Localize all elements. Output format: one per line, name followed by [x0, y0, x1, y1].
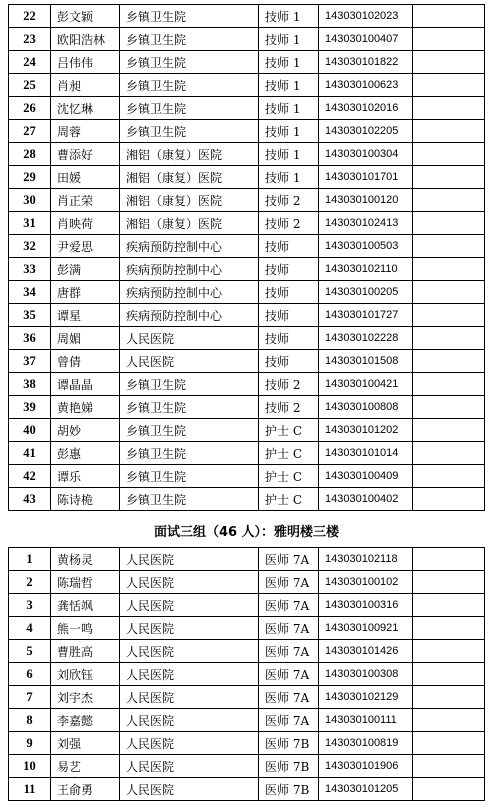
row-number: 10	[9, 755, 51, 778]
candidate-name: 彭惠	[51, 442, 120, 465]
row-number: 7	[9, 686, 51, 709]
admission-ticket-number: 143030101701	[319, 166, 413, 189]
table-row	[9, 258, 485, 281]
hiring-unit: 人民医院	[120, 755, 259, 778]
row-number: 25	[9, 74, 51, 97]
post-code: 护士 C	[259, 442, 319, 465]
remarks-cell	[413, 442, 485, 465]
remarks-cell	[413, 51, 485, 74]
candidate-name: 胡妙	[51, 419, 120, 442]
post-code: 技师 1	[259, 166, 319, 189]
candidate-name: 刘强	[51, 732, 120, 755]
row-number: 11	[9, 778, 51, 801]
remarks-cell	[413, 663, 485, 686]
post-code: 医师 7A	[259, 709, 319, 732]
post-code: 技师 1	[259, 120, 319, 143]
hiring-unit: 人民医院	[120, 663, 259, 686]
row-number: 5	[9, 640, 51, 663]
row-number: 28	[9, 143, 51, 166]
hiring-unit: 疾病预防控制中心	[120, 258, 259, 281]
hiring-unit: 人民医院	[120, 571, 259, 594]
candidate-name: 肖正荣	[51, 189, 120, 212]
hiring-unit: 疾病预防控制中心	[120, 235, 259, 258]
hiring-unit: 乡镇卫生院	[120, 28, 259, 51]
remarks-cell	[413, 5, 485, 28]
row-number: 9	[9, 732, 51, 755]
candidate-name: 陈诗桅	[51, 488, 120, 511]
candidate-name: 田媛	[51, 166, 120, 189]
post-code: 技师	[259, 281, 319, 304]
table-row	[9, 442, 485, 465]
candidate-name: 李嘉懿	[51, 709, 120, 732]
post-code: 技师 1	[259, 143, 319, 166]
hiring-unit: 人民医院	[120, 350, 259, 373]
remarks-cell	[413, 97, 485, 120]
admission-ticket-number: 143030101205	[319, 778, 413, 801]
hiring-unit: 人民医院	[120, 640, 259, 663]
remarks-cell	[413, 74, 485, 97]
hiring-unit: 人民医院	[120, 732, 259, 755]
post-code: 医师 7A	[259, 571, 319, 594]
table-row	[9, 571, 485, 594]
admission-ticket-number: 143030101727	[319, 304, 413, 327]
candidate-name: 黄杨灵	[51, 548, 120, 571]
admission-ticket-number: 143030100808	[319, 396, 413, 419]
table-row	[9, 5, 485, 28]
admission-ticket-number: 143030100120	[319, 189, 413, 212]
table-row	[9, 488, 485, 511]
hiring-unit: 湘铝（康复）医院	[120, 212, 259, 235]
candidate-name: 沈忆琳	[51, 97, 120, 120]
table-row	[9, 74, 485, 97]
remarks-cell	[413, 258, 485, 281]
post-code: 技师	[259, 350, 319, 373]
remarks-cell	[413, 594, 485, 617]
admission-ticket-number: 143030100921	[319, 617, 413, 640]
remarks-cell	[413, 396, 485, 419]
row-number: 33	[9, 258, 51, 281]
candidate-name: 熊一鸣	[51, 617, 120, 640]
post-code: 医师 7A	[259, 548, 319, 571]
hiring-unit: 乡镇卫生院	[120, 396, 259, 419]
post-code: 技师 1	[259, 5, 319, 28]
remarks-cell	[413, 166, 485, 189]
remarks-cell	[413, 548, 485, 571]
admission-ticket-number: 143030100503	[319, 235, 413, 258]
post-code: 技师	[259, 304, 319, 327]
admission-ticket-number: 143030101014	[319, 442, 413, 465]
row-number: 43	[9, 488, 51, 511]
table-row	[9, 120, 485, 143]
table-row	[9, 327, 485, 350]
post-code: 医师 7A	[259, 617, 319, 640]
table-row	[9, 235, 485, 258]
candidate-name: 陈瑞哲	[51, 571, 120, 594]
candidate-name: 黄艳娣	[51, 396, 120, 419]
post-code: 技师 2	[259, 396, 319, 419]
table-row	[9, 640, 485, 663]
row-number: 35	[9, 304, 51, 327]
hiring-unit: 人民医院	[120, 778, 259, 801]
candidate-name: 彭满	[51, 258, 120, 281]
candidate-name: 谭乐	[51, 465, 120, 488]
hiring-unit: 乡镇卫生院	[120, 120, 259, 143]
table-row	[9, 465, 485, 488]
row-number: 26	[9, 97, 51, 120]
post-code: 医师 7B	[259, 778, 319, 801]
row-number: 32	[9, 235, 51, 258]
remarks-cell	[413, 755, 485, 778]
post-code: 技师	[259, 327, 319, 350]
table-row	[9, 755, 485, 778]
admission-ticket-number: 143030101508	[319, 350, 413, 373]
candidate-name: 曹添好	[51, 143, 120, 166]
admission-ticket-number: 143030100421	[319, 373, 413, 396]
candidate-name: 刘欣钰	[51, 663, 120, 686]
hiring-unit: 乡镇卫生院	[120, 442, 259, 465]
row-number: 8	[9, 709, 51, 732]
hiring-unit: 乡镇卫生院	[120, 465, 259, 488]
post-code: 护士 C	[259, 465, 319, 488]
table-row	[9, 97, 485, 120]
table-row	[9, 594, 485, 617]
hiring-unit: 湘铝（康复）医院	[120, 166, 259, 189]
admission-ticket-number: 143030101426	[319, 640, 413, 663]
post-code: 护士 C	[259, 419, 319, 442]
post-code: 技师 1	[259, 74, 319, 97]
admission-ticket-number: 143030101822	[319, 51, 413, 74]
post-code: 护士 C	[259, 488, 319, 511]
admission-ticket-number: 143030100308	[319, 663, 413, 686]
table-row	[9, 732, 485, 755]
hiring-unit: 乡镇卫生院	[120, 488, 259, 511]
remarks-cell	[413, 212, 485, 235]
admission-ticket-number: 143030100402	[319, 488, 413, 511]
hiring-unit: 乡镇卫生院	[120, 74, 259, 97]
candidate-name: 欧阳浩林	[51, 28, 120, 51]
row-number: 1	[9, 548, 51, 571]
admission-ticket-number: 143030102413	[319, 212, 413, 235]
hiring-unit: 乡镇卫生院	[120, 373, 259, 396]
candidate-name: 曾倩	[51, 350, 120, 373]
post-code: 技师 1	[259, 51, 319, 74]
candidate-name: 谭星	[51, 304, 120, 327]
candidate-name: 龚恬飒	[51, 594, 120, 617]
remarks-cell	[413, 617, 485, 640]
candidate-name: 周蓉	[51, 120, 120, 143]
candidate-name: 王俞勇	[51, 778, 120, 801]
table-row	[9, 212, 485, 235]
hiring-unit: 人民医院	[120, 709, 259, 732]
group2-table-body	[9, 5, 485, 511]
candidate-name: 吕伟伟	[51, 51, 120, 74]
remarks-cell	[413, 143, 485, 166]
admission-ticket-number: 143030102023	[319, 5, 413, 28]
group3-candidate-table	[8, 547, 485, 801]
table-row	[9, 166, 485, 189]
table-row	[9, 143, 485, 166]
table-row	[9, 686, 485, 709]
post-code: 技师 1	[259, 28, 319, 51]
admission-ticket-number: 143030102228	[319, 327, 413, 350]
post-code: 技师 2	[259, 189, 319, 212]
post-code: 技师	[259, 235, 319, 258]
table-row	[9, 663, 485, 686]
table-row	[9, 281, 485, 304]
row-number: 40	[9, 419, 51, 442]
table-row	[9, 51, 485, 74]
post-code: 医师 7B	[259, 755, 319, 778]
post-code: 技师	[259, 258, 319, 281]
group2-candidate-table	[8, 4, 485, 511]
candidate-name: 肖昶	[51, 74, 120, 97]
remarks-cell	[413, 235, 485, 258]
remarks-cell	[413, 488, 485, 511]
hiring-unit: 乡镇卫生院	[120, 97, 259, 120]
admission-ticket-number: 143030100304	[319, 143, 413, 166]
post-code: 技师 1	[259, 97, 319, 120]
hiring-unit: 疾病预防控制中心	[120, 281, 259, 304]
row-number: 22	[9, 5, 51, 28]
hiring-unit: 人民医院	[120, 327, 259, 350]
table-row	[9, 373, 485, 396]
admission-ticket-number: 143030100111	[319, 709, 413, 732]
remarks-cell	[413, 28, 485, 51]
admission-ticket-number: 143030102016	[319, 97, 413, 120]
candidate-name: 谭晶晶	[51, 373, 120, 396]
remarks-cell	[413, 120, 485, 143]
section-title: 面试三组（46 人）：雅明楼三楼	[153, 525, 340, 540]
admission-ticket-number: 143030102110	[319, 258, 413, 281]
admission-ticket-number: 143030100819	[319, 732, 413, 755]
admission-ticket-number: 143030100409	[319, 465, 413, 488]
remarks-cell	[413, 281, 485, 304]
row-number: 38	[9, 373, 51, 396]
table-row	[9, 548, 485, 571]
post-code: 医师 7A	[259, 686, 319, 709]
row-number: 6	[9, 663, 51, 686]
table-row	[9, 617, 485, 640]
remarks-cell	[413, 709, 485, 732]
candidate-name: 易艺	[51, 755, 120, 778]
hiring-unit: 人民医院	[120, 594, 259, 617]
admission-ticket-number: 143030102118	[319, 548, 413, 571]
admission-ticket-number: 143030100316	[319, 594, 413, 617]
remarks-cell	[413, 571, 485, 594]
admission-ticket-number: 143030100102	[319, 571, 413, 594]
hiring-unit: 湘铝（康复）医院	[120, 189, 259, 212]
row-number: 31	[9, 212, 51, 235]
remarks-cell	[413, 778, 485, 801]
candidate-name: 肖映荷	[51, 212, 120, 235]
post-code: 技师 2	[259, 212, 319, 235]
row-number: 3	[9, 594, 51, 617]
post-code: 技师 2	[259, 373, 319, 396]
table-row	[9, 778, 485, 801]
remarks-cell	[413, 686, 485, 709]
candidate-name: 刘宇杰	[51, 686, 120, 709]
row-number: 36	[9, 327, 51, 350]
remarks-cell	[413, 465, 485, 488]
table-row	[9, 189, 485, 212]
remarks-cell	[413, 419, 485, 442]
remarks-cell	[413, 304, 485, 327]
admission-ticket-number: 143030100407	[319, 28, 413, 51]
row-number: 30	[9, 189, 51, 212]
post-code: 医师 7A	[259, 594, 319, 617]
post-code: 医师 7A	[259, 663, 319, 686]
candidate-name: 彭文颖	[51, 5, 120, 28]
table-row	[9, 350, 485, 373]
row-number: 2	[9, 571, 51, 594]
admission-ticket-number: 143030102129	[319, 686, 413, 709]
post-code: 医师 7B	[259, 732, 319, 755]
admission-ticket-number: 143030100623	[319, 74, 413, 97]
hiring-unit: 乡镇卫生院	[120, 5, 259, 28]
row-number: 34	[9, 281, 51, 304]
remarks-cell	[413, 327, 485, 350]
row-number: 27	[9, 120, 51, 143]
hiring-unit: 人民医院	[120, 548, 259, 571]
row-number: 37	[9, 350, 51, 373]
row-number: 41	[9, 442, 51, 465]
row-number: 24	[9, 51, 51, 74]
admission-ticket-number: 143030102205	[319, 120, 413, 143]
table-row	[9, 28, 485, 51]
candidate-name: 尹爱思	[51, 235, 120, 258]
hiring-unit: 乡镇卫生院	[120, 419, 259, 442]
remarks-cell	[413, 189, 485, 212]
candidate-name: 曹胜高	[51, 640, 120, 663]
row-number: 23	[9, 28, 51, 51]
admission-ticket-number: 143030101906	[319, 755, 413, 778]
table-row	[9, 709, 485, 732]
remarks-cell	[413, 640, 485, 663]
row-number: 42	[9, 465, 51, 488]
hiring-unit: 乡镇卫生院	[120, 51, 259, 74]
candidate-name: 周媚	[51, 327, 120, 350]
remarks-cell	[413, 732, 485, 755]
row-number: 39	[9, 396, 51, 419]
table-row	[9, 304, 485, 327]
row-number: 29	[9, 166, 51, 189]
hiring-unit: 疾病预防控制中心	[120, 304, 259, 327]
candidate-name: 唐群	[51, 281, 120, 304]
post-code: 医师 7A	[259, 640, 319, 663]
admission-ticket-number: 143030100205	[319, 281, 413, 304]
admission-ticket-number: 143030101202	[319, 419, 413, 442]
table-row	[9, 396, 485, 419]
remarks-cell	[413, 373, 485, 396]
hiring-unit: 人民医院	[120, 617, 259, 640]
group3-table-body	[9, 548, 485, 801]
hiring-unit: 人民医院	[120, 686, 259, 709]
hiring-unit: 湘铝（康复）医院	[120, 143, 259, 166]
table-row	[9, 419, 485, 442]
remarks-cell	[413, 350, 485, 373]
row-number: 4	[9, 617, 51, 640]
